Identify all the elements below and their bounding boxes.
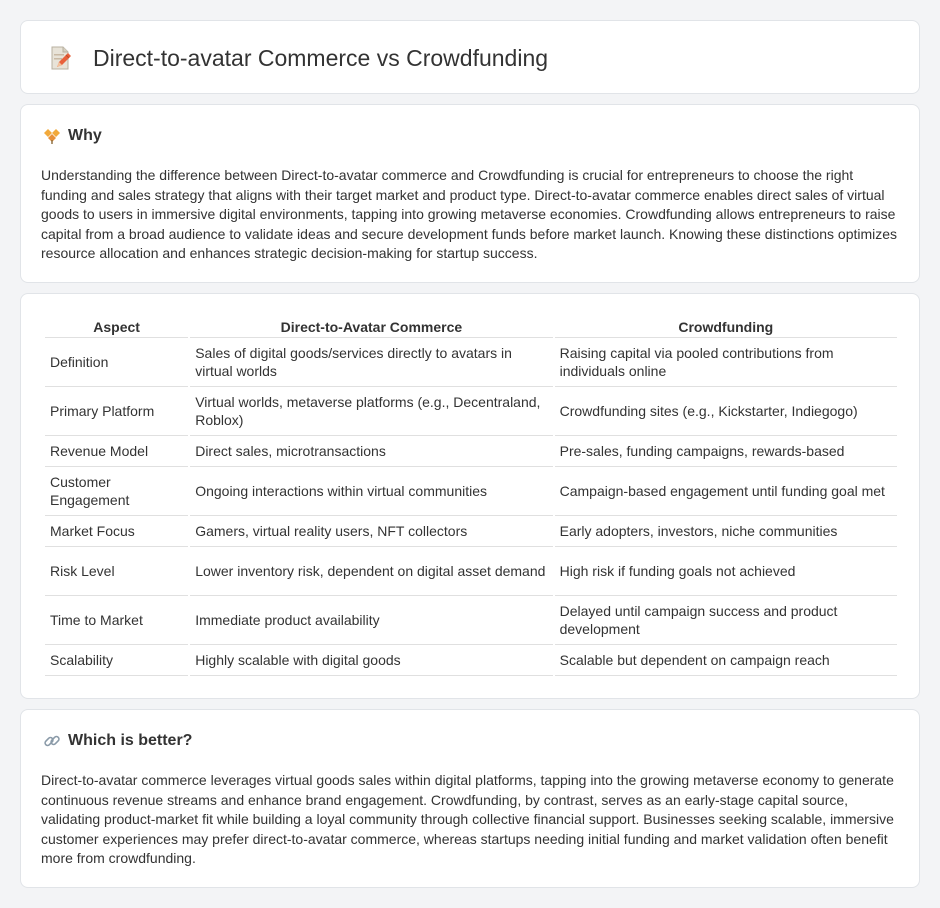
table-row [45, 645, 897, 676]
row-direct-to-avatar: Highly scalable with digital goods [190, 645, 552, 676]
row-direct-to-avatar: Ongoing interactions within virtual communities [190, 467, 552, 516]
row-aspect: Scalability [45, 645, 188, 676]
which-is-better-section [20, 709, 920, 888]
row-aspect: Market Focus [45, 516, 188, 547]
better-text: Direct-to-avatar commerce leverages virtual goods sales within digital platforms, tapping into the growing metaverse economy to generate continuous revenue streams and enhance brand engagement. Crowdfunding, by contrast, serves as an early-stage capital source, validating product-market fit while building a loyal community through collective financial support. Businesses seeking scalable, immersive customer experiences may prefer direct-to-avatar commerce, whereas startups needing initial funding and market validation often benefit more from crowdfunding. [41, 772, 894, 866]
diamond-signs-icon [43, 127, 61, 145]
row-crowdfunding: Scalable but dependent on campaign reach [555, 645, 897, 676]
row-crowdfunding: Raising capital via pooled contributions from individuals online [555, 338, 897, 387]
table-row [45, 436, 897, 467]
link-icon [43, 732, 61, 750]
row-direct-to-avatar: Direct sales, microtransactions [190, 436, 552, 467]
why-section [20, 104, 920, 283]
table-header-row [45, 316, 897, 338]
row-direct-to-avatar: Gamers, virtual reality users, NFT collectors [190, 516, 552, 547]
header-aspect: Aspect [45, 316, 188, 338]
row-crowdfunding: Pre-sales, funding campaigns, rewards-based [555, 436, 897, 467]
header-crowdfunding: Crowdfunding [555, 316, 897, 338]
row-crowdfunding: Early adopters, investors, niche communities [555, 516, 897, 547]
page-title: Direct-to-avatar Commerce vs Crowdfunding [93, 44, 549, 71]
table-row [45, 338, 897, 387]
row-aspect: Customer Engagement [45, 467, 188, 516]
better-heading-row [43, 732, 192, 750]
row-crowdfunding: Delayed until campaign success and product development [555, 596, 897, 645]
row-direct-to-avatar: Virtual worlds, metaverse platforms (e.g., Decentraland, Roblox) [190, 387, 552, 436]
row-aspect: Time to Market [45, 596, 188, 645]
row-aspect: Risk Level [45, 547, 188, 596]
row-aspect: Definition [45, 338, 188, 387]
why-heading: Why [68, 127, 102, 144]
table-row [45, 516, 897, 547]
why-text: Understanding the difference between Direct-to-avatar commerce and Crowdfunding is crucial for entrepreneurs to choose the right funding and sales strategy that aligns with their target market and product type. Direct-to-avatar commerce enables direct sales of virtual goods to users in immersive digital environments, tapping into growing metaverse economies. Crowdfunding allows entrepreneurs to raise capital from a broad audience to validate ideas and secure development funds before market launch. Knowing these distinctions optimizes resource allocation and enhances strategic decision-making for startup success. [41, 167, 898, 261]
header-direct-to-avatar: Direct-to-Avatar Commerce [190, 316, 552, 338]
row-direct-to-avatar: Lower inventory risk, dependent on digital asset demand [190, 547, 552, 596]
row-crowdfunding: High risk if funding goals not achieved [555, 547, 897, 596]
better-heading: Which is better? [68, 732, 193, 749]
title-card [20, 20, 920, 94]
row-direct-to-avatar: Sales of digital goods/services directly to avatars in virtual worlds [190, 338, 552, 387]
table-row [45, 387, 897, 436]
table-row [45, 547, 897, 596]
row-crowdfunding: Crowdfunding sites (e.g., Kickstarter, Indiegogo) [555, 387, 897, 436]
row-aspect: Primary Platform [45, 387, 188, 436]
table-row [45, 596, 897, 645]
row-direct-to-avatar: Immediate product availability [190, 596, 552, 645]
row-crowdfunding: Campaign-based engagement until funding goal met [555, 467, 897, 516]
row-aspect: Revenue Model [45, 436, 188, 467]
title-row [45, 43, 548, 73]
table-row [45, 467, 897, 516]
document-pencil-icon [45, 43, 75, 73]
comparison-section [20, 293, 920, 699]
why-heading-row [43, 127, 102, 145]
comparison-table [43, 316, 899, 676]
